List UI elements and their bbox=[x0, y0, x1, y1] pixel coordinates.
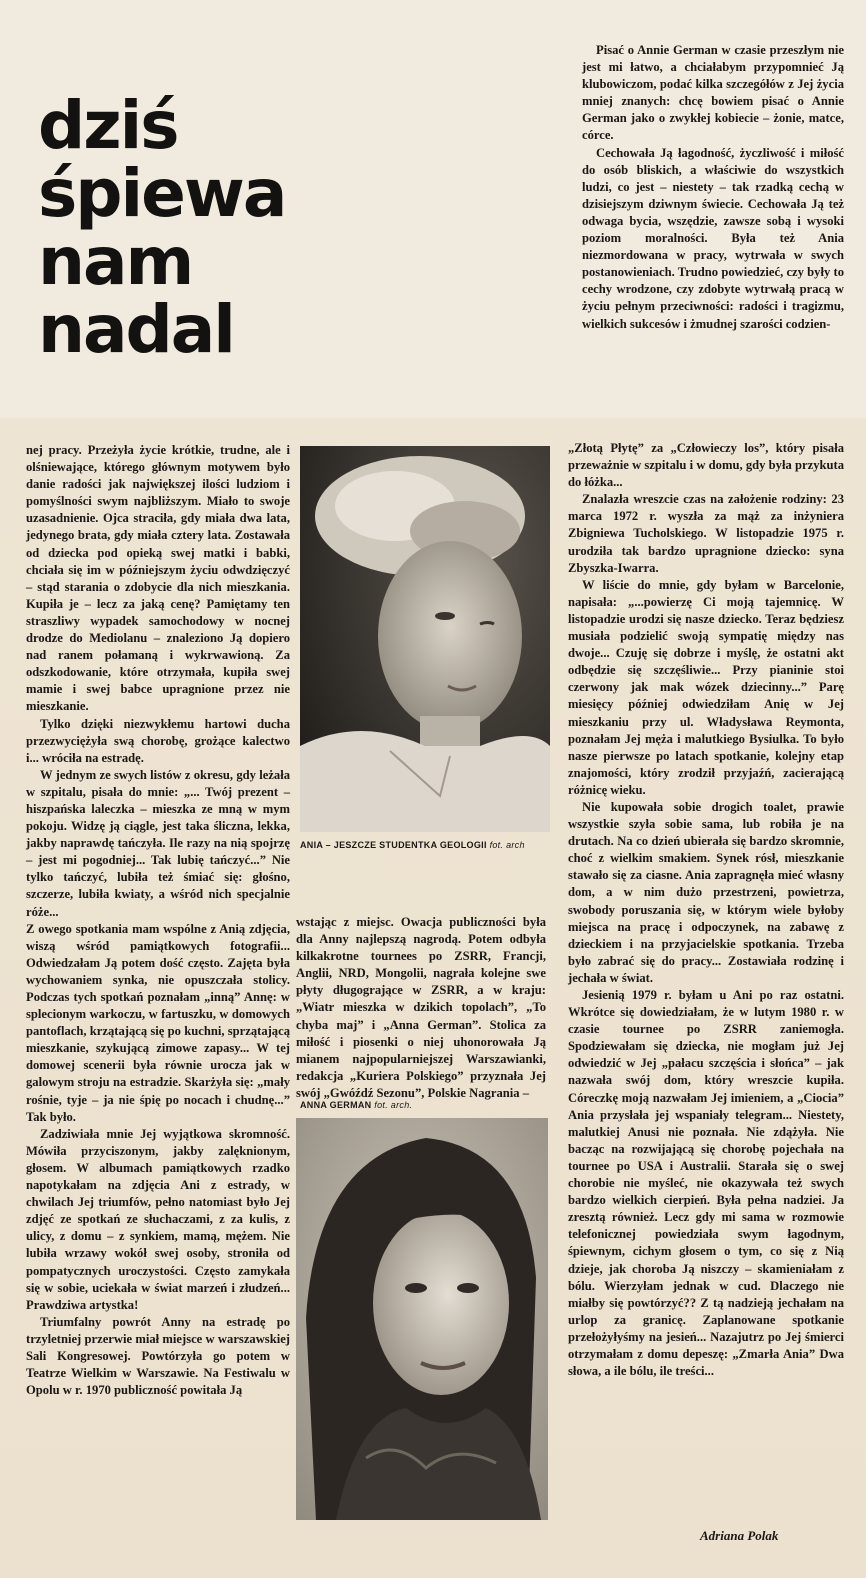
caption-source: fot. arch bbox=[489, 840, 525, 850]
photo-young-anna bbox=[300, 446, 550, 832]
caption-source: fot. arch. bbox=[374, 1100, 413, 1110]
photo-caption bbox=[300, 840, 550, 850]
article-title bbox=[38, 87, 328, 368]
title-line: nadal bbox=[38, 291, 234, 368]
paragraph: Z owego spotkania mam wspólne z Anią zdjęcia, wiszą wśród pamiątkowych fotografii... Odwiedzałam Ją potem dość często. Zajęta była wychowaniem synka, nie opuszczała stolicy. Podczas tych spotkań poznałam „inną” Annę: w splecionym warkoczu, w fartuszku, w domowych pantoflach, krzątającą się po kuchni, sprzątającą mieszkanie, szykującą zimowe zapasy... W tej domowej scenerii była równie urocza jak w galowym stroju na estradzie. Skarżyła się: „mały rośnie, tyje – ja nie śpię po nocach i chudnę...” Tak było. bbox=[26, 921, 290, 1124]
paragraph: Jesienią 1979 r. byłam u Ani po raz ostatni. Wkrótce się dowiedziałam, że w lutym 1980 r. w czasie tournee po ZSRR zaniemogła. Spodziewałam się dziecka, nie mogłam już Jej odwiedzić w Jej „pałacu szczęścia i słońca” – jak nazwała swój dom, który wreszcie kupiła. Córeczkę moją nazwałam Jej imieniem, a „Ciocia” Ania przysłała jej wspaniały telegram... Niestety, malutkiej Anusi nie poznała. Nie zdążyła. Nie bacząc na rozwijającą się chorobę pojechała na tournee po USA i Australii. Starała się o swej chorobie nie myśleć, nie okazywała też swych bardzo wielkich cierpień. Była pełna nadziei. Ja zresztą również. Lecz gdy mi sama w rozmowie telefonicznej powiedziała swym łagodnym, śpiewnym, cichym głosem o tym, co się z Nią dzieje, jak choroba Ją niszczy – skamieniałam z bólu. Wierzyłam jednak w cud. Dlaczego nie miałby się powtórzyć?? Z tą nadzieją jechałam na urlop za granicę. Zaplanowane spotkanie przełożyłyśmy na jesień... Nazajutrz po Jej śmierci otrzymałam z domu depeszę: „Zmarła Ania” Dwa słowa, a ile bólu, ile treści... bbox=[568, 988, 844, 1379]
paragraph: Znalazła wreszcie czas na założenie rodziny: 23 marca 1972 r. wyszła za mąż za inżyniera Zbigniewa Tucholskiego. W listopadzie 1975 r. urodziła tak bardzo upragnione dziecko: syna Zbyszka-Iwarra. bbox=[568, 492, 844, 575]
paragraph: Tylko dzięki niezwykłemu hartowi ducha przezwyciężyła swą chorobę, grożące kalectwo i... wróciła na estradę. bbox=[26, 716, 290, 765]
author-signature: Adriana Polak bbox=[700, 1528, 779, 1543]
intro-column bbox=[582, 42, 844, 333]
photo-caption bbox=[300, 1100, 550, 1110]
paragraph: Pisać o Annie German w czasie przeszłym nie jest mi łatwo, a chciałabym przypomnieć Ją klubowiczom, podać kilka szczegółów z Jej życia mniej znanych: chcę bowiem pisać o Annie German jako o zwykłej kobiecie – żonie, matce, córce. bbox=[582, 43, 844, 143]
title-line: nam bbox=[38, 223, 193, 300]
text-column-right bbox=[568, 440, 844, 1380]
paragraph: Zadziwiała mnie Jej wyjątkowa skromność. Mówiła przyciszonym, jakby zalęknionym, głosem. W albumach pamiątkowych rzadko napotykałam na zdjęcia Ani z estrady, w chwilach Jej triumfów, pełno natomiast było Jej zdjęć ze spotkań ze słuchaczami, z za kulis, z ulicy, z domu – z synkiem, mamą, mężem. Nie lubiła wrzawy wokół swej osoby, stroniła od pompatycznych uroczystości. Często zamykała się w sobie, uciekała w świat marzeń i złudzeń... Prawdziwa artystka! bbox=[26, 1126, 290, 1312]
paragraph: Triumfalny powrót Anny na estradę po trzyletniej przerwie miał miejsce w warszawskiej Sali Kongresowej. Powtórzyła go potem w Teatrze Wielkim w Warszawie. Na Festiwalu w Opolu w r. 1970 publiczność powitała Ją bbox=[26, 1314, 290, 1398]
paragraph: nej pracy. Przeżyła życie krótkie, trudne, ale i olśniewające, którego głównym motywem było danie radości jak największej ilości ludziom i pomyślności swym najbliższym. Miało to swoje uzasadnienie. Ojca straciła, gdy miała dwa lata, jedynego brata, gdy miała cztery lata. Zostawała od dziecka pod opieką swej matki i babki, chciała się im w późniejszym życiu odwdzięczyć – stąd starania o zdobycie dla nich mieszkania. Kupiła je – lecz za jaką cenę? Pamiętamy ten straszliwy wypadek samochodowy w nocnej drodze do Mediolanu – znaleziono Ją dopiero nad ranem połamaną i wykrwawioną. Za odszkodowanie, które otrzymała, kupiła swej mamie i swej babce upragnione przez nie mieszkanie. bbox=[26, 443, 290, 714]
paragraph: Nie kupowała sobie drogich toalet, prawie wszystkie szyła sobie sama, lub robiła je na drutach. Na co dzień ubierała się bardzo skromnie, choć z wielkim smakiem. Synek rósł, mieszkanie stawało się za ciasne. Ania zapragnęła mieć własny dom, a w nim dużo przestrzeni, powietrza, swobody poruszania się, w którym wiele byłoby miejsca na pracę i odpoczynek, na zabawę z dzieckiem i na przyjacielskie spotkania. Trzeba było zabrać się do pracy... Zostawiała rodzinę i jechała w świat. bbox=[568, 799, 844, 985]
paragraph: wstając z miejsc. Owacja publiczności była dla Anny najlepszą nagrodą. Potem odbyła kilkakrotne tournees po ZSRR, Francji, Anglii, NRD, Mongolii, nagrała kolejne swe płyty długogrające w ZSRR, a w kraju: „Wiatr mieszka w dzikich topolach”, „To chyba maj” i „Anna German”. Stolica za miłość i piosenki o niej uhonorowała Ją mianem najpopularniejszej Warszawianki, redakcja „Kuriera Polskiego” przyznała Jej swój „Gwóźdź Sezonu”, Polskie Nagrania – bbox=[296, 915, 546, 1100]
caption-text: ANIA – JESZCZE STUDENTKA GEOLOGII bbox=[300, 840, 487, 850]
text-column-middle bbox=[296, 914, 546, 1102]
title-line: śpiewa bbox=[38, 155, 286, 232]
paragraph: W jednym ze swych listów z okresu, gdy leżała w szpitalu, pisała do mnie: „... Twój prezent – hiszpańska laleczka – mieszka ze mną w mym pokoju. Widzę ją ciągle, jest taka śliczna, lekka, jakby naprawdę tańczyła. Ile razy na nią spojrzę – jest mi pogodniej... Tak lubię tańczyć...” Nie tylko tańczyć, lubiła też śmiać się: głośno, szczerze, lubiła kwiaty, a wśród nich specjalnie róże... bbox=[26, 767, 290, 919]
portrait-image bbox=[296, 1118, 548, 1520]
paragraph: „Złotą Płytę” za „Człowieczy los”, który pisała przeważnie w szpitalu i w domu, gdy była przykuta do łóżka... bbox=[568, 441, 844, 490]
photo-anna-german bbox=[296, 1118, 548, 1520]
text-column-left bbox=[26, 442, 290, 1399]
portrait-image bbox=[300, 446, 550, 832]
paragraph: Cechowała Ją łagodność, życzliwość i miłość do osób bliskich, a właściwie do wszystkich ludzi, co jest – niestety – tak rzadką cechą w dzisiejszym dziwnym świecie. Cechowała Ją też odwaga bycia, wszędzie, zawsze sobą i wysoki poziom moralności. Była też Ania niezmordowana w pracy, wytrwała w swych postanowieniach. Trudno powiedzieć, czy były to cechy wrodzone, czy zdobyte wytrwałą pracą w życiu pełnym przeciwności: radości i tragizmu, wielkich sukcesów i żmudnej szarości codzien- bbox=[582, 145, 844, 331]
title-line: dziś bbox=[38, 87, 178, 164]
paragraph: W liście do mnie, gdy byłam w Barcelonie, napisała: „...powierzę Ci moją tajemnicę. W listopadzie urodzi się nasze dziecko. Teraz będziesz musiała podzielić swoją sympatię między nas dwoje... Czuję się dobrze i myślę, że ostatni akt odbędzie się szczęśliwie... Przy pianinie stoi czerwony jak mak wózek dziecinny...” Parę miesięcy później odwiedziłam Anię w Jej mieszkaniu przy ul. Władysława Reymonta, poznałam Jej męża i malutkiego Bysiulka. To było nasze pierwsze po latach spotkanie, kolejny etap znajomości, który zrodził przyjaźń, zacierającą różnicę wieku. bbox=[568, 577, 844, 797]
caption-text: ANNA GERMAN bbox=[300, 1100, 372, 1110]
